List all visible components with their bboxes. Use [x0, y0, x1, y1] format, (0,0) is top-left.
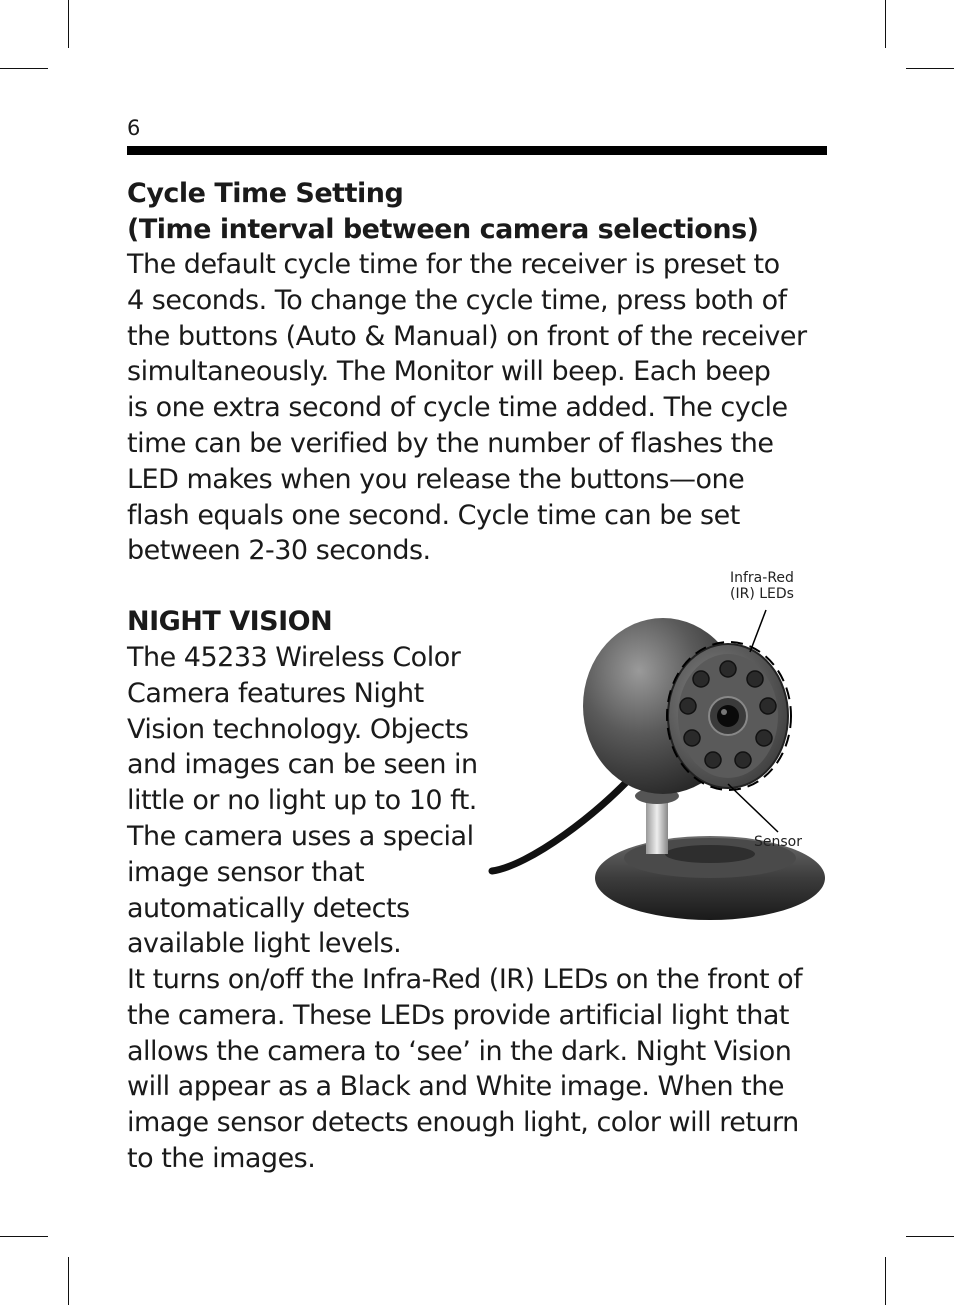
camera-stem	[646, 796, 668, 854]
crop-mark	[885, 0, 886, 48]
sensor-label: Sensor	[754, 834, 802, 850]
night-vision-body: It turns on/off the Infra-Red (IR) LEDs on the front of the camera. These LEDs provide artificial light that allows the camera to ‘see’ in the dark. Night Vision will appear as a Black and White image. When the image sensor detects enough light, color will return to the images.	[127, 964, 803, 1174]
crop-mark	[0, 68, 48, 69]
header-rule	[127, 146, 827, 155]
crop-mark	[906, 1236, 954, 1237]
camera-illustration	[488, 566, 833, 936]
crop-mark	[68, 0, 69, 48]
crop-mark	[0, 1236, 48, 1237]
ir-leds-label: Infra-Red (IR) LEDs	[730, 570, 794, 602]
page-number: 6	[127, 116, 141, 140]
crop-mark	[885, 1257, 886, 1305]
sensor-leader	[728, 784, 778, 832]
camera-figure	[488, 566, 833, 936]
night-vision-heading: NIGHT VISION	[127, 606, 333, 637]
crop-mark	[906, 68, 954, 69]
ir-led-leader	[750, 610, 766, 652]
crop-mark	[68, 1257, 69, 1305]
cycle-time-body: The default cycle time for the receiver is preset to 4 seconds. To change the cycle time, press both of the buttons (Auto & Manual) on front of the receiver simultaneously. The Monitor will beep. Each beep is one extra second of cycle time added. The cycle time can be verified by the number of flashes the LED makes when you release the buttons—one flash equals one second. Cycle time can be set between 2-30 seconds.	[127, 249, 807, 567]
cycle-time-heading: Cycle Time Setting (Time interval between camera selections)	[127, 178, 759, 245]
night-vision-intro: The 45233 Wireless Color Camera features Night Vision technology. Objects and images can be seen in little or no light up to 10 ft. The camera uses a special image sensor that automatically detects available light levels.	[127, 642, 478, 960]
